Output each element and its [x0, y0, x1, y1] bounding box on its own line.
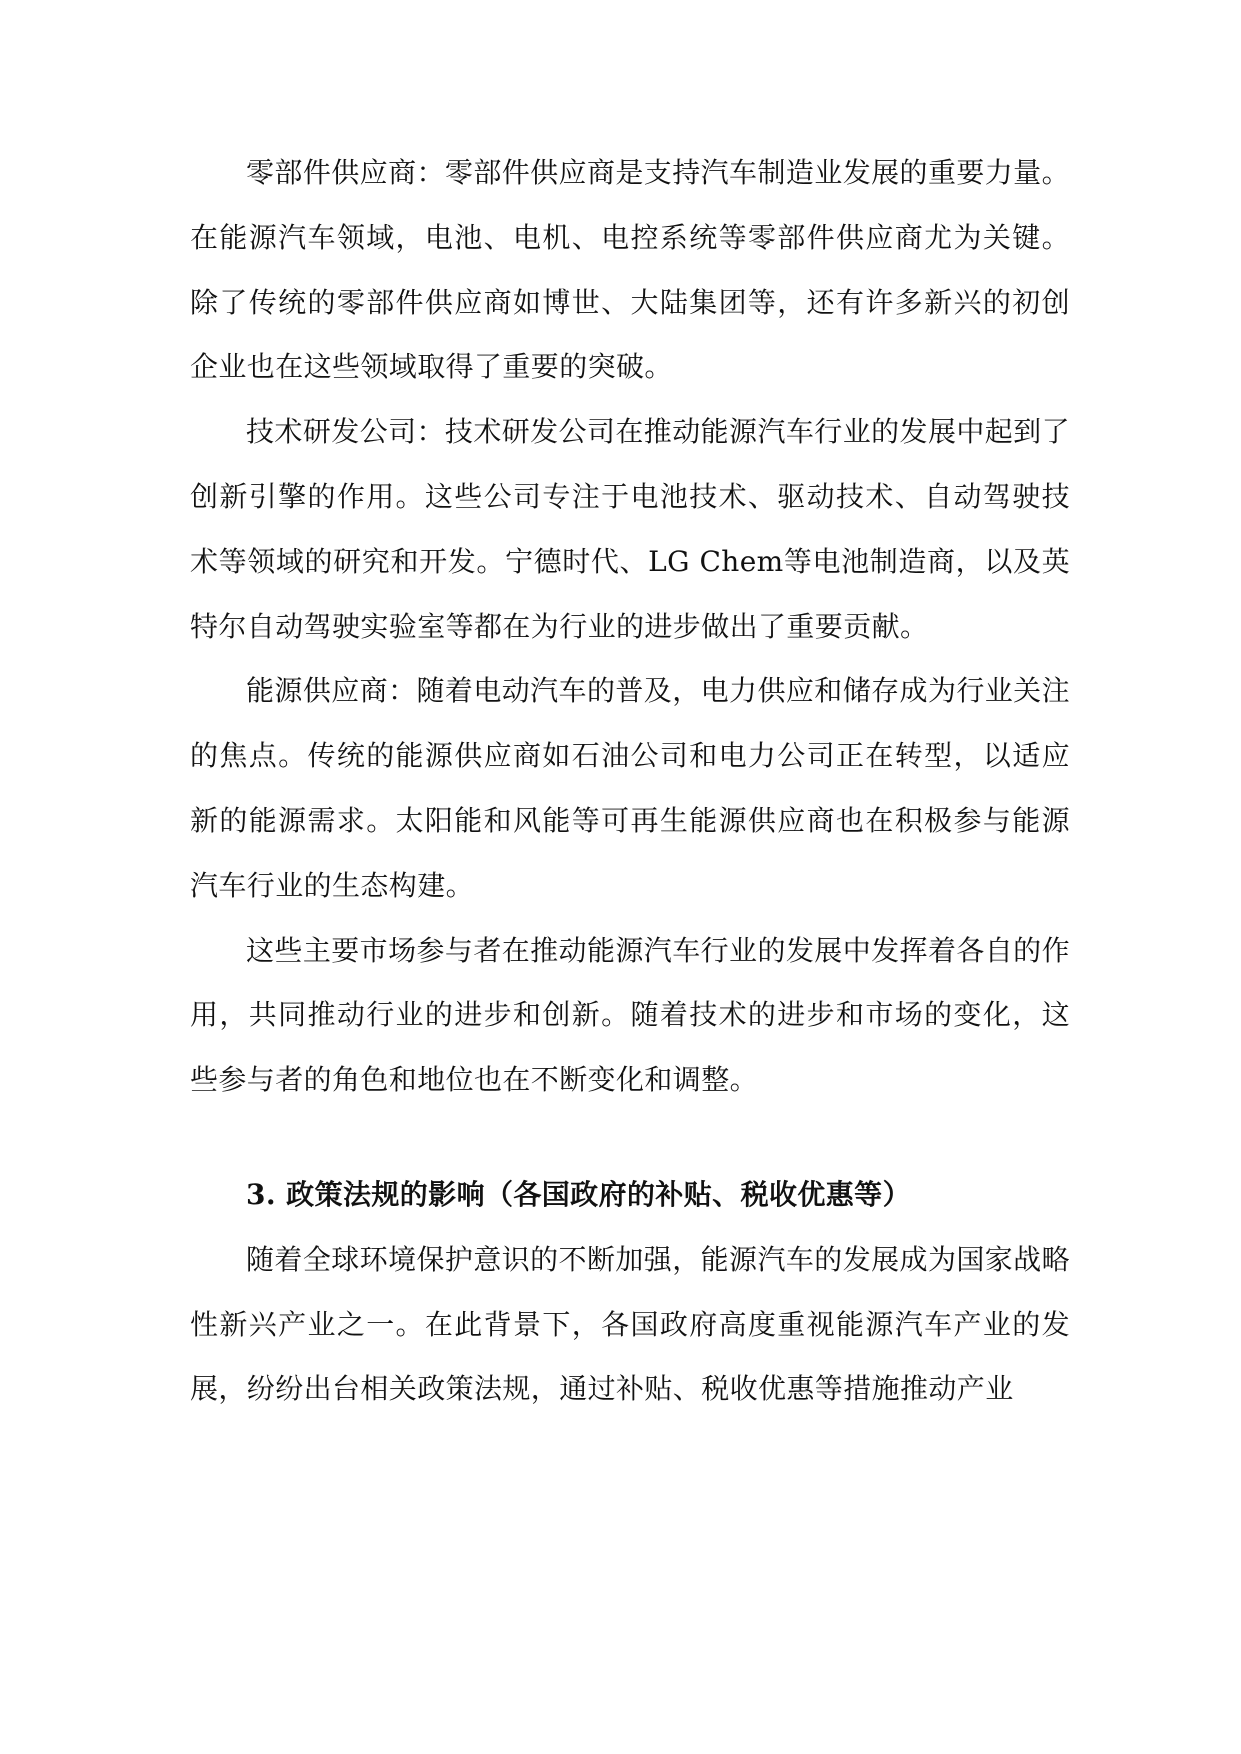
section-spacer [190, 1113, 1070, 1163]
paragraph-market-participants-summary: 这些主要市场参与者在推动能源汽车行业的发展中发挥着各自的作用，共同推动行业的进步和创新。随着技术的进步和市场的变化，这些参与者的角色和地位也在不断变化和调整。 [190, 933, 1070, 1097]
paragraph-policy-intro: 随着全球环境保护意识的不断加强，能源汽车的发展成为国家战略性新兴产业之一。在此背景下，各国政府高度重视能源汽车产业的发展，纷纷出台相关政策法规，通过补贴、税收优惠等措施推动产业 [190, 1242, 1070, 1406]
paragraph-energy-suppliers: 能源供应商：随着电动汽车的普及，电力供应和储存成为行业关注的焦点。传统的能源供应商如石油公司和电力公司正在转型，以适应新的能源需求。太阳能和风能等可再生能源供应商也在积极参与能源汽车行业的生态构建。 [190, 674, 1070, 902]
paragraph-parts-suppliers: 零部件供应商：零部件供应商是支持汽车制造业发展的重要力量。在能源汽车领域，电池、电机、电控系统等零部件供应商尤为关键。除了传统的零部件供应商如博世、大陆集团等，还有许多新兴的初创企业也在这些领域取得了重要的突破。 [190, 156, 1070, 384]
section-heading-policy: 3. 政策法规的影响（各国政府的补贴、税收优惠等） [246, 1177, 911, 1211]
paragraph-tech-rd-companies: 技术研发公司：技术研发公司在推动能源汽车行业的发展中起到了创新引擎的作用。这些公司专注于电池技术、驱动技术、自动驾驶技术等领域的研究和开发。宁德时代、LG Chem等电池制造商，以及英特尔自动驾驶实验室等都在为行业的进步做出了重要贡献。 [190, 415, 1070, 643]
document-body [190, 141, 1070, 1422]
